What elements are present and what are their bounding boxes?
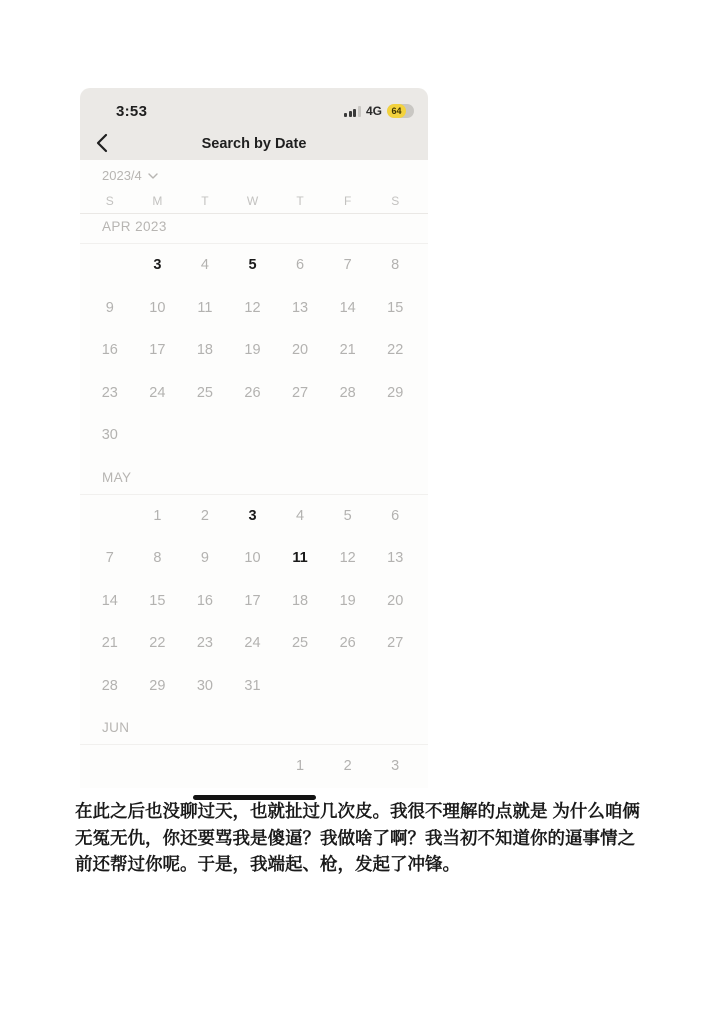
month-selector-dropdown[interactable] bbox=[80, 166, 428, 189]
date-cell: 20 bbox=[387, 592, 404, 609]
date-cell: 4 bbox=[200, 257, 209, 274]
page-title: Search by Date bbox=[201, 136, 307, 152]
date-cell: 6 bbox=[296, 257, 305, 274]
date-cell: 20 bbox=[291, 342, 309, 359]
date-cell: 9 bbox=[200, 550, 209, 567]
date-cell: 29 bbox=[387, 384, 404, 401]
calendar-week-row bbox=[80, 537, 428, 580]
date-cell: 26 bbox=[244, 384, 261, 401]
phone-header bbox=[80, 88, 428, 160]
month-sections bbox=[80, 214, 428, 788]
status-bar bbox=[80, 88, 428, 124]
back-chevron-icon[interactable] bbox=[96, 133, 108, 153]
calendar bbox=[80, 160, 428, 800]
date-cell: 8 bbox=[391, 257, 400, 274]
date-cell: 29 bbox=[149, 677, 166, 694]
month-label: APR 2023 bbox=[102, 219, 167, 234]
date-cell: 13 bbox=[291, 299, 309, 316]
date-cell: 12 bbox=[339, 550, 356, 567]
phone-screenshot bbox=[80, 88, 428, 788]
date-cell: 25 bbox=[291, 635, 309, 652]
status-time: 3:53 bbox=[116, 102, 148, 120]
caption-line: 前还帮过你呢。于是，我端起、枪，发起了冲锋。 bbox=[75, 854, 460, 874]
caption-line: 在此之后也没聊过天，也就扯过几次皮。我很不理解的点就是 为什么咱俩 bbox=[75, 801, 640, 821]
calendar-week-row bbox=[80, 622, 428, 665]
date-cell: 24 bbox=[244, 635, 261, 652]
month-label: MAY bbox=[102, 469, 132, 485]
calendar-week-row bbox=[80, 580, 428, 623]
date-cell: 2 bbox=[200, 507, 209, 524]
date-cell: 15 bbox=[387, 299, 404, 316]
calendar-week-row bbox=[80, 665, 428, 708]
date-cell: 22 bbox=[387, 342, 404, 359]
date-cell: 12 bbox=[244, 299, 261, 316]
chevron-down-icon bbox=[148, 173, 158, 179]
weekday-header bbox=[80, 189, 428, 213]
calendar-week-row bbox=[80, 329, 428, 372]
month-label: JUN bbox=[102, 720, 130, 735]
date-cell: 8 bbox=[153, 550, 162, 567]
calendar-week-row bbox=[80, 372, 428, 415]
signal-strength-icon bbox=[344, 106, 361, 117]
month-section bbox=[80, 457, 428, 708]
date-cell: 19 bbox=[339, 592, 356, 609]
date-cell: 14 bbox=[339, 299, 356, 316]
date-cell: 6 bbox=[391, 507, 400, 524]
date-cell: 7 bbox=[105, 550, 114, 567]
date-cell[interactable]: 5 bbox=[248, 257, 257, 274]
date-cell: 17 bbox=[149, 342, 166, 359]
caption-text bbox=[75, 798, 657, 878]
date-cell: 21 bbox=[101, 635, 118, 652]
date-cell: 18 bbox=[291, 592, 309, 609]
weekday-label: S bbox=[391, 194, 400, 208]
date-cell: 14 bbox=[101, 592, 118, 609]
date-cell: 26 bbox=[339, 635, 356, 652]
calendar-week-row bbox=[80, 287, 428, 330]
calendar-week-row bbox=[80, 414, 428, 457]
date-cell: 27 bbox=[291, 384, 309, 401]
weekday-label: M bbox=[152, 194, 163, 208]
date-cell: 23 bbox=[101, 384, 118, 401]
date-cell[interactable]: 3 bbox=[153, 257, 162, 274]
date-cell[interactable]: 11 bbox=[292, 550, 308, 567]
date-cell: 3 bbox=[391, 758, 400, 775]
date-cell[interactable]: 3 bbox=[248, 507, 257, 524]
date-cell: 11 bbox=[197, 299, 213, 316]
status-icons bbox=[344, 104, 414, 118]
date-cell: 24 bbox=[149, 384, 166, 401]
date-cell: 28 bbox=[339, 384, 356, 401]
date-cell: 23 bbox=[196, 635, 213, 652]
month-section bbox=[80, 214, 428, 457]
date-cell: 16 bbox=[101, 342, 118, 359]
nav-bar bbox=[80, 124, 428, 164]
date-cell: 13 bbox=[387, 550, 404, 567]
date-cell: 22 bbox=[149, 635, 166, 652]
month-selector-label: 2023/4 bbox=[102, 168, 142, 183]
date-cell: 28 bbox=[101, 677, 118, 694]
date-cell: 27 bbox=[387, 635, 404, 652]
caption-line: 无冤无仇，你还要骂我是傻逼？我做啥了啊？我当初不知道你的逼事情之 bbox=[75, 827, 635, 848]
date-cell: 9 bbox=[105, 299, 114, 316]
date-cell: 21 bbox=[339, 342, 356, 359]
date-cell: 10 bbox=[244, 550, 261, 567]
weekday-label: T bbox=[296, 194, 304, 208]
weekday-label: T bbox=[201, 194, 209, 208]
date-cell: 1 bbox=[153, 507, 162, 524]
date-cell: 5 bbox=[343, 507, 352, 524]
weekday-label: S bbox=[105, 194, 114, 208]
date-cell: 2 bbox=[343, 758, 352, 775]
date-cell: 31 bbox=[244, 677, 261, 694]
date-cell: 7 bbox=[343, 257, 352, 274]
date-cell: 19 bbox=[244, 342, 261, 359]
date-cell: 4 bbox=[296, 507, 305, 524]
weekday-label: W bbox=[246, 194, 259, 208]
weekday-label: F bbox=[343, 194, 352, 208]
network-type-label: 4G bbox=[365, 104, 382, 118]
battery-icon bbox=[387, 104, 414, 118]
date-cell: 17 bbox=[244, 592, 261, 609]
date-cell: 10 bbox=[149, 299, 166, 316]
date-cell: 18 bbox=[196, 342, 213, 359]
date-cell: 15 bbox=[149, 592, 166, 609]
date-cell: 16 bbox=[196, 592, 213, 609]
month-section bbox=[80, 707, 428, 788]
date-cell: 30 bbox=[101, 427, 118, 444]
calendar-week-row bbox=[80, 495, 428, 538]
battery-percent-label: 64 bbox=[387, 104, 406, 118]
date-cell: 1 bbox=[296, 758, 305, 775]
date-cell: 25 bbox=[196, 384, 213, 401]
calendar-week-row bbox=[80, 745, 428, 788]
calendar-week-row bbox=[80, 244, 428, 287]
date-cell: 30 bbox=[196, 677, 213, 694]
